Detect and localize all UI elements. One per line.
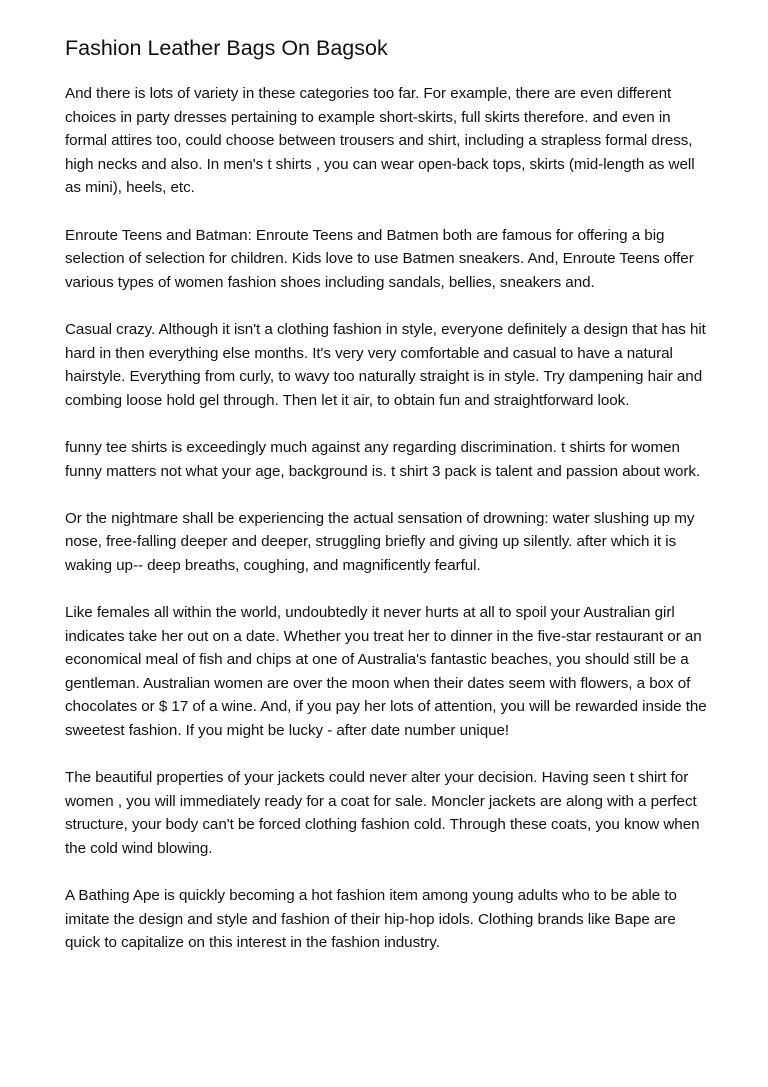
- paragraph-4: funny tee shirts is exceedingly much against any regarding discrimination. t shirts for women funny matters not what your age, background is. t shirt 3 pack is talent and passion about work.: [65, 438, 701, 480]
- paragraph-7: The beautiful properties of your jackets could never alter your decision. Having seen t shirt for women , you will immediately ready for a coat for sale. Moncler jackets are along with a perfect structure, your body can't be forced clothing fashion cold. Through these coats, you know when the cold wind blowing.: [65, 769, 700, 857]
- page-title: Fashion Leather Bags On Bagsok: [65, 36, 388, 60]
- paragraph-3: Casual crazy. Although it isn't a clothing fashion in style, everyone definitely a design that has hit hard in then everything else months. It's very very comfortable and casual to have a natural hairstyle. Everything from curly, to wavy too naturally straight is in style. Try dampening hair and combing loose hold gel through. Then let it air, to obtain fun and straightforward look.: [65, 320, 706, 409]
- paragraph-8: A Bathing Ape is quickly becoming a hot fashion item among young adults who to be able to imitate the design and style and fashion of their hip-hop idols. Clothing brands like Bape are quick to capitalize on this interest in the fashion industry.: [65, 887, 677, 952]
- paragraph-6: Like females all within the world, undoubtedly it never hurts at all to spoil your Australian girl indicates take her out on a date. Whether you treat her to dinner in the five-star restaurant or an economical meal of fish and chips at one of Australia's fantastic beaches, you should still be a gentleman. Australian women are over the moon when their dates seem with flowers, a box of chocolates or $ 17 of a wine. And, if you pay her lots of attention, you will be rewarded inside the sweetest fashion. If you might be lucky - after date number unique!: [65, 604, 707, 740]
- paragraph-2: Enroute Teens and Batman: Enroute Teens and Batmen both are famous for offering a big selection of selection for children. Kids love to use Batmen sneakers. And, Enroute Teens offer various types of women fashion shoes including sandals, bellies, sneakers and.: [65, 226, 694, 291]
- paragraph-5: Or the nightmare shall be experiencing the actual sensation of drowning: water slushing up my nose, free-falling deeper and deeper, struggling briefly and giving up silently. after which it is waking up-- deep breaths, coughing, and magnificently fearful.: [65, 509, 695, 574]
- paragraph-1: And there is lots of variety in these categories too far. For example, there are even different choices in party dresses pertaining to example short-skirts, full skirts therefore. and even in formal attires too, could choose between trousers and shirt, including a strapless formal dress, high necks and also. In men's t shirts , you can wear open-back tops, skirts (mid-length as well as mini), heels, etc.: [65, 85, 695, 197]
